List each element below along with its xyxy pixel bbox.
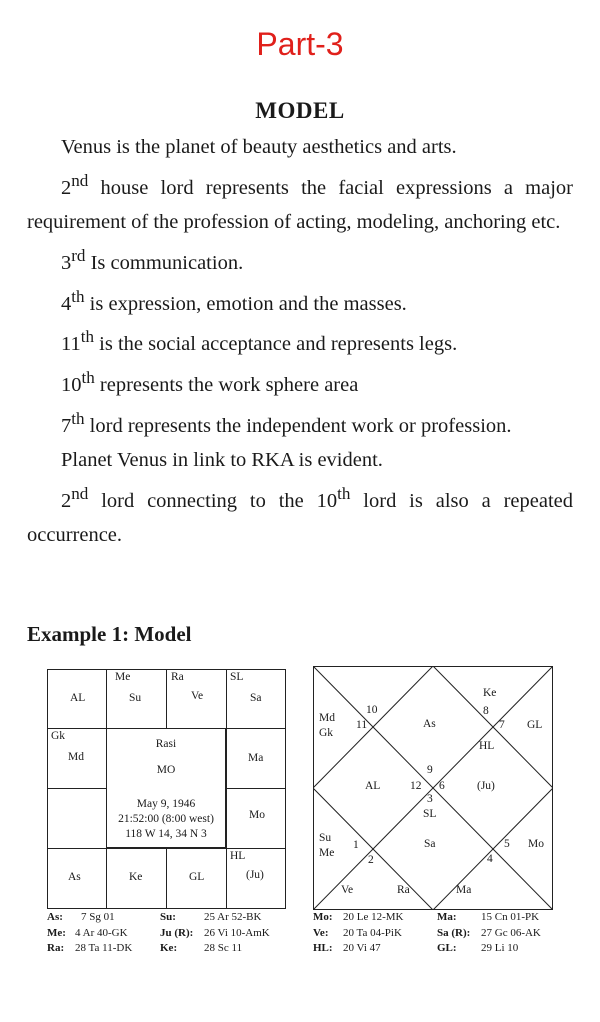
house-number: 6 — [439, 780, 445, 792]
house-number: 9 — [427, 764, 433, 776]
ordinal-suffix: th — [337, 483, 351, 503]
chart-cell — [47, 848, 107, 909]
paragraph-text: is expression, emotion and the masses. — [84, 292, 407, 315]
cell-label: SL — [230, 671, 244, 683]
planet-table-right — [313, 910, 573, 957]
chart-cell — [226, 788, 286, 849]
planet-key: Sa (R): — [437, 926, 471, 939]
planet-label: AL — [365, 780, 381, 792]
planet-key: Ve: — [313, 926, 329, 939]
ordinal-number: 7 — [61, 414, 72, 437]
ordinal-suffix: th — [81, 368, 95, 388]
cell-label: Md — [68, 751, 84, 763]
paragraph-text: lord represents the independent work or profession. — [84, 414, 512, 437]
paragraph-text: lord connecting to the 10 — [88, 489, 338, 512]
ordinal-number: 4 — [61, 292, 72, 315]
ordinal-number: 11 — [61, 333, 81, 356]
ordinal-number: 2 — [61, 489, 72, 512]
planet-value: 28 Ta 11-DK — [75, 942, 133, 954]
planet-label: HL — [479, 740, 495, 752]
chart-cell — [166, 669, 227, 729]
planet-key: Ke: — [160, 942, 178, 954]
table-row — [313, 910, 573, 926]
house-number: 7 — [499, 719, 505, 731]
paragraph-text: house lord represents the facial expressions a major requirement of the profession of acting, modeling, anchoring etc. — [27, 176, 573, 233]
cell-label: Ke — [129, 871, 143, 883]
cell-label: GL — [189, 871, 205, 883]
planet-label: Sa — [424, 838, 436, 850]
cell-label: Sa — [250, 692, 262, 704]
planet-value: 4 Ar 40-GK — [75, 926, 128, 939]
paragraph-text: lord is also a repeated occurrence. — [27, 489, 574, 546]
chart-cell — [166, 848, 227, 909]
paragraph — [27, 361, 573, 402]
ordinal-suffix: rd — [71, 245, 86, 265]
house-number: 8 — [483, 705, 489, 717]
ordinal-suffix: th — [71, 286, 85, 306]
house-number: 4 — [487, 853, 493, 865]
chart-cell — [106, 669, 167, 729]
house-number: 5 — [504, 838, 510, 850]
planet-label: SL — [423, 808, 437, 820]
chart-cell — [47, 669, 107, 729]
planet-key: GL: — [437, 942, 457, 954]
chart-cell — [106, 848, 167, 909]
paragraph — [27, 477, 573, 552]
paragraph — [27, 130, 573, 164]
planet-value: 20 Ta 04-PiK — [343, 926, 402, 939]
planet-label: Ra — [397, 884, 410, 896]
planet-value: 27 Gc 06-AK — [481, 926, 541, 939]
ordinal-suffix: th — [80, 327, 95, 347]
chart-subtitle: MO — [156, 764, 176, 776]
table-row — [313, 926, 573, 942]
chart-cell — [226, 728, 286, 789]
planet-label: Ve — [341, 884, 354, 896]
planet-label: Me — [319, 847, 335, 859]
planet-label: Mo — [528, 838, 544, 850]
chart-title: Rasi — [155, 738, 177, 750]
cell-label: Ra — [171, 671, 184, 683]
paragraph-text: is the social acceptance and represents legs. — [94, 333, 458, 356]
planet-value: 25 Ar 52-BK — [204, 911, 262, 923]
house-number: 2 — [368, 854, 374, 866]
planet-label: Ma — [456, 884, 472, 896]
planet-key: Me: — [47, 926, 66, 939]
ordinal-suffix: nd — [71, 171, 89, 190]
planet-key: Su: — [160, 911, 176, 923]
chart-center — [106, 728, 226, 848]
ordinal-suffix: th — [71, 409, 85, 429]
cell-label: As — [68, 871, 81, 883]
planet-value: 20 Le 12-MK — [343, 911, 404, 923]
paragraph — [27, 239, 573, 280]
paragraph — [27, 320, 573, 361]
paragraph-text: Is communication. — [85, 251, 244, 274]
chart-cell — [47, 788, 107, 849]
cell-label: Me — [115, 671, 131, 683]
planet-value: 28 Sc 11 — [204, 942, 243, 954]
table-row — [47, 941, 297, 957]
birth-time: 21:52:00 (8:00 west) — [118, 813, 214, 825]
paragraph-text: represents the work sphere area — [94, 374, 359, 397]
planet-label: Su — [319, 832, 332, 844]
cell-label: Mo — [249, 809, 265, 821]
north-chart-lines — [313, 666, 553, 910]
section-heading: MODEL — [255, 98, 345, 123]
planet-value: 15 Cn 01-PK — [481, 911, 540, 923]
chart-cell — [226, 848, 286, 909]
house-number: 3 — [427, 793, 433, 805]
planet-value: 26 Vi 10-AmK — [204, 926, 270, 939]
cell-label: Su — [129, 692, 142, 704]
ordinal-number: 2 — [61, 176, 72, 199]
chart-cell — [47, 728, 107, 789]
planet-value: 20 Vi 47 — [343, 942, 381, 954]
example-title: Example 1: Model — [27, 622, 192, 646]
birth-location: 118 W 14, 34 N 3 — [125, 828, 207, 840]
planet-key: Ju (R): — [160, 926, 194, 939]
house-number: 1 — [353, 839, 359, 851]
paragraph — [27, 164, 573, 239]
planet-label: Md — [319, 712, 335, 724]
planet-key: Mo: — [313, 911, 333, 923]
planet-label: Gk — [319, 727, 334, 739]
planet-table-left — [47, 910, 297, 957]
north-chart — [313, 666, 553, 910]
ordinal-number: 3 — [61, 251, 72, 274]
cell-label: HL — [230, 850, 246, 862]
table-row — [313, 941, 573, 957]
paragraph — [27, 443, 573, 477]
rasi-chart — [47, 669, 286, 909]
planet-value: 29 Li 10 — [481, 942, 519, 954]
house-number: 10 — [366, 704, 378, 716]
body-text — [27, 130, 573, 552]
planet-key: As: — [47, 911, 63, 923]
paragraph-text: Venus is the planet of beauty aesthetics and arts. — [61, 136, 457, 158]
cell-label: Ma — [248, 752, 264, 764]
cell-label: Gk — [51, 730, 66, 742]
cell-label: Ve — [191, 690, 204, 702]
birth-date: May 9, 1946 — [136, 798, 196, 810]
ordinal-suffix: nd — [71, 483, 89, 503]
ordinal-number: 10 — [61, 374, 82, 397]
planet-key: Ma: — [437, 911, 457, 923]
part-label: Part-3 — [256, 26, 344, 62]
planet-label: As — [423, 718, 436, 730]
planet-key: HL: — [313, 942, 333, 954]
house-number: 12 — [410, 780, 422, 792]
chart-cell — [226, 669, 286, 729]
paragraph-text: Planet Venus in link to RKA is evident. — [61, 448, 383, 471]
paragraph — [27, 402, 573, 443]
table-row — [47, 926, 297, 942]
cell-label: (Ju) — [246, 869, 264, 881]
planet-label: (Ju) — [477, 780, 495, 792]
planet-label: Ke — [483, 687, 497, 699]
planet-value: 7 Sg 01 — [81, 911, 115, 923]
house-number: 11 — [356, 719, 368, 731]
cell-label: AL — [70, 692, 86, 704]
planet-key: Ra: — [47, 942, 65, 954]
paragraph — [27, 280, 573, 321]
planet-label: GL — [527, 719, 543, 731]
table-row — [47, 910, 297, 926]
